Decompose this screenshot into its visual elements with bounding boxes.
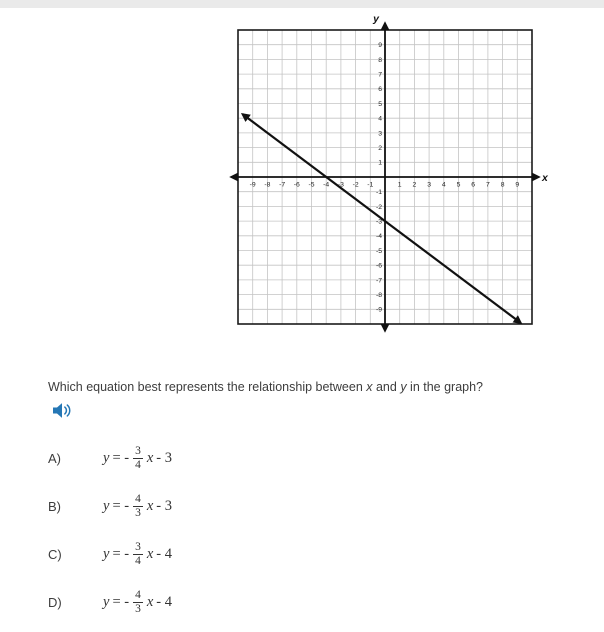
equation-constant: - 4: [156, 545, 172, 562]
svg-text:-2: -2: [352, 181, 359, 189]
question-var-y: y: [400, 380, 407, 394]
fraction-denominator: 4: [135, 458, 141, 471]
svg-text:9: 9: [515, 181, 520, 189]
choice-letter: A): [48, 450, 61, 466]
svg-text:-4: -4: [375, 233, 382, 241]
svg-text:-1: -1: [367, 181, 374, 189]
choice-letter: B): [48, 498, 61, 514]
equation-constant: - 4: [156, 593, 172, 610]
svg-text:6: 6: [378, 86, 382, 94]
choice-equation: [103, 445, 172, 471]
fraction-denominator: 4: [135, 554, 141, 567]
svg-text:3: 3: [378, 130, 382, 138]
equation-fraction: [133, 589, 143, 615]
svg-text:-2: -2: [375, 203, 382, 211]
svg-text:-9: -9: [375, 306, 382, 314]
graph-figure: [222, 10, 566, 345]
equation-var-y: y: [103, 593, 110, 610]
speaker-icon: [51, 402, 73, 419]
equation-var-x: x: [146, 497, 154, 514]
choice-row-a[interactable]: [48, 440, 172, 476]
fraction-numerator: 3: [135, 444, 141, 457]
choice-equation: [103, 589, 172, 615]
fraction-numerator: 3: [135, 540, 141, 553]
question-part: Which equation best represents the relationship between: [48, 380, 367, 394]
svg-text:4: 4: [441, 181, 446, 189]
svg-text:8: 8: [500, 181, 505, 189]
svg-text:-4: -4: [323, 181, 330, 189]
choice-row-d[interactable]: [48, 584, 172, 620]
svg-text:-3: -3: [337, 181, 344, 189]
answer-choices: [48, 440, 172, 632]
audio-button[interactable]: [50, 402, 74, 420]
svg-text:6: 6: [471, 181, 476, 189]
fraction-denominator: 3: [135, 602, 141, 615]
equation-relation: = -: [112, 497, 130, 514]
question-var-x: x: [366, 380, 373, 394]
choice-row-b[interactable]: [48, 488, 172, 524]
choice-row-c[interactable]: [48, 536, 172, 572]
equation-fraction: [133, 541, 143, 567]
equation-var-x: x: [146, 545, 154, 562]
svg-text:9: 9: [378, 42, 382, 50]
equation-var-y: y: [103, 497, 110, 514]
coordinate-graph: [222, 10, 566, 340]
question-text: [48, 380, 568, 394]
svg-text:-6: -6: [375, 262, 382, 270]
choice-equation: [103, 493, 172, 519]
svg-text:x: x: [542, 172, 548, 184]
svg-text:1: 1: [378, 159, 382, 167]
question-part: in the graph?: [406, 380, 484, 394]
svg-text:8: 8: [378, 56, 382, 64]
equation-constant: - 3: [156, 497, 172, 514]
top-bar: [0, 0, 604, 8]
equation-var-x: x: [146, 593, 154, 610]
equation-var-y: y: [103, 449, 110, 466]
svg-text:-7: -7: [375, 277, 382, 285]
equation-relation: = -: [112, 593, 130, 610]
equation-fraction: [133, 445, 143, 471]
svg-text:7: 7: [378, 71, 382, 79]
choice-equation: [103, 541, 172, 567]
svg-text:-7: -7: [279, 181, 286, 189]
svg-text:-5: -5: [308, 181, 315, 189]
svg-text:-3: -3: [375, 218, 382, 226]
equation-constant: - 3: [156, 449, 172, 466]
svg-text:y: y: [373, 13, 379, 25]
equation-relation: = -: [112, 545, 130, 562]
fraction-numerator: 4: [135, 588, 141, 601]
svg-text:2: 2: [412, 181, 417, 189]
svg-text:5: 5: [378, 100, 382, 108]
svg-text:4: 4: [378, 115, 382, 123]
fraction-denominator: 3: [135, 506, 141, 519]
svg-text:-8: -8: [375, 292, 382, 299]
choice-letter: C): [48, 546, 62, 562]
svg-text:-9: -9: [249, 181, 256, 189]
fraction-numerator: 4: [135, 492, 141, 505]
svg-text:-8: -8: [264, 181, 271, 189]
choice-letter: D): [48, 594, 62, 610]
svg-text:7: 7: [486, 181, 490, 189]
svg-text:1: 1: [397, 181, 402, 189]
svg-text:-1: -1: [375, 189, 382, 197]
equation-var-y: y: [103, 545, 110, 562]
svg-text:-5: -5: [375, 247, 382, 255]
question-part: and: [372, 380, 401, 394]
svg-text:3: 3: [427, 181, 431, 189]
svg-text:2: 2: [378, 145, 382, 152]
svg-text:-6: -6: [293, 181, 300, 189]
equation-fraction: [133, 493, 143, 519]
svg-text:5: 5: [456, 181, 461, 189]
equation-var-x: x: [146, 449, 154, 466]
equation-relation: = -: [112, 449, 130, 466]
